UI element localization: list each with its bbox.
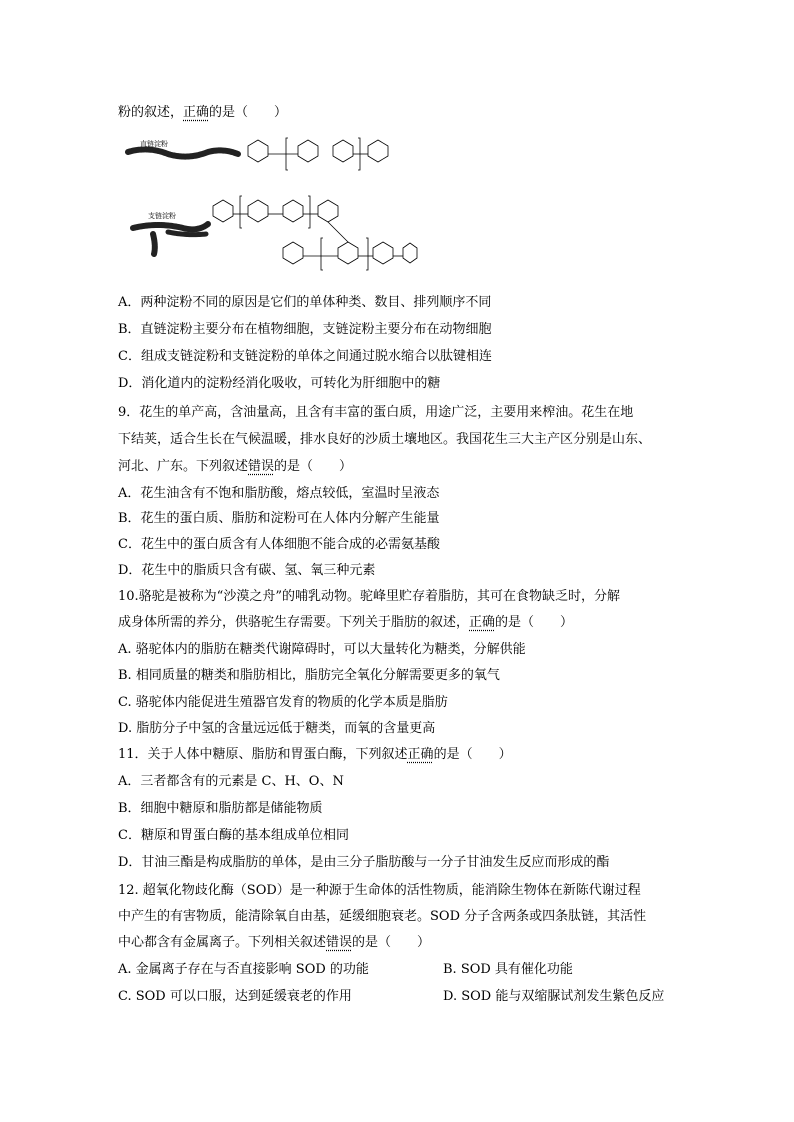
q10-stem-line2 — [118, 614, 573, 632]
q12-stem-text: 中心都含有金属离子。下列相关叙述 — [118, 935, 327, 950]
q8-emphasis: 正确 — [183, 105, 210, 120]
glucose-ring — [283, 242, 303, 264]
q11-stem — [118, 746, 512, 764]
straight-starch-helix — [128, 149, 238, 156]
q8-option-c[interactable]: C．组成支链淀粉和支链淀粉的单体之间通过脱水缩合以肽键相连 — [118, 349, 492, 364]
glucose-ring — [248, 140, 268, 162]
branched-starch-helix-2 — [153, 234, 155, 254]
starch-structure-figure — [118, 124, 418, 274]
glucose-ring — [283, 200, 303, 222]
q10-stem-end: 的是（ ） — [495, 615, 574, 630]
q8-option-d[interactable]: D．消化道内的淀粉经消化吸收，可转化为肝细胞中的糖 — [118, 376, 441, 391]
q10-emphasis: 正确 — [469, 615, 496, 630]
q8-option-b[interactable]: B．直链淀粉主要分布在植物细胞，支链淀粉主要分布在动物细胞 — [118, 322, 492, 337]
q11-option-b[interactable]: B．细胞中糖原和脂肪都是储能物质 — [118, 801, 323, 816]
label-straight-starch: 直链淀粉 — [140, 140, 168, 148]
q8-stem-text: 粉的叙述， — [118, 105, 184, 120]
q9-stem-line3 — [118, 458, 352, 476]
q9-option-c[interactable]: C．花生中的蛋白质含有人体细胞不能合成的必需氨基酸 — [118, 537, 440, 552]
glucose-ring — [248, 200, 268, 222]
q11-stem-text: 11．关于人体中糖原、脂肪和胃蛋白酶，下列叙述 — [118, 747, 408, 762]
q11-emphasis: 正确 — [407, 747, 434, 762]
branched-starch-helix-3 — [168, 232, 206, 235]
q9-stem-line1: 9．花生的单产高，含油量高，且含有丰富的蛋白质，用途广泛，主要用来榨油。花生在地 — [118, 405, 634, 420]
q10-stem-text: 成身体所需的养分，供骆驼生存需要。下列关于脂肪的叙述， — [118, 615, 470, 630]
q9-option-d[interactable]: D．花生中的脂质只含有碳、氢、氧三种元素 — [118, 563, 376, 578]
q10-option-a[interactable]: A. 骆驼体内的脂肪在糖类代谢障碍时，可以大量转化为糖类，分解供能 — [118, 642, 526, 657]
glucose-ring — [318, 200, 338, 222]
q12-option-c[interactable]: C. SOD 可以口服，达到延缓衰老的作用 — [118, 989, 352, 1004]
branched-starch-helix-1 — [133, 224, 208, 229]
q8-stem-end: 的是（ ） — [209, 105, 288, 120]
q10-option-c[interactable]: C. 骆驼体内能促进生殖器官发育的物质的化学本质是脂肪 — [118, 695, 448, 710]
q12-stem-line1: 12. 超氧化物歧化酶（SOD）是一种源于生命体的活性物质，能消除生物体在新陈代谢过程 — [118, 883, 641, 898]
glucose-ring — [213, 200, 233, 222]
q8-option-a[interactable]: A．两种淀粉不同的原因是它们的单体种类、数目、排列顺序不同 — [118, 295, 492, 310]
glucose-ring — [338, 242, 358, 264]
q10-option-d[interactable]: D. 脂肪分子中氢的含量远远低于糖类，而氧的含量更高 — [118, 721, 436, 736]
label-branched-starch: 支链淀粉 — [148, 212, 176, 220]
q9-emphasis: 错误 — [248, 459, 275, 474]
q9-stem-end: 的是（ ） — [274, 459, 353, 474]
glucose-ring — [403, 243, 417, 263]
q9-stem-text: 河北、广东。下列叙述 — [118, 459, 249, 474]
q9-option-b[interactable]: B．花生的蛋白质、脂肪和淀粉可在人体内分解产生能量 — [118, 511, 440, 526]
q12-option-a[interactable]: A. 金属离子存在与否直接影响 SOD 的功能 — [118, 962, 369, 977]
glucose-ring — [298, 140, 318, 162]
glucose-rings — [213, 138, 417, 270]
q11-option-c[interactable]: C．糖原和胃蛋白酶的基本组成单位相同 — [118, 828, 349, 843]
q12-option-b[interactable]: B. SOD 具有催化功能 — [443, 962, 573, 977]
q12-stem-line2: 中产生的有害物质，能清除氧自由基，延缓细胞衰老。SOD 分子含两条或四条肽链，其活性 — [118, 909, 647, 924]
glucose-ring — [333, 140, 353, 162]
q12-option-d[interactable]: D. SOD 能与双缩脲试剂发生紫色反应 — [443, 989, 665, 1004]
q12-emphasis: 错误 — [326, 935, 353, 950]
q11-option-d[interactable]: D．甘油三酯是构成脂肪的单体，是由三分子脂肪酸与一分子甘油发生反应而形成的酯 — [118, 855, 610, 870]
q10-option-b[interactable]: B. 相同质量的糖类和脂肪相比，脂肪完全氧化分解需要更多的氧气 — [118, 668, 500, 683]
q12-stem-end: 的是（ ） — [352, 935, 431, 950]
q11-option-a[interactable]: A．三者都含有的元素是 C、H、O、N — [118, 774, 344, 789]
q9-option-a[interactable]: A．花生油含有不饱和脂肪酸，熔点较低，室温时呈液态 — [118, 486, 440, 501]
glucose-ring — [368, 140, 388, 162]
q8-stem-tail — [118, 104, 287, 122]
glucose-ring — [373, 242, 393, 264]
q11-stem-end: 的是（ ） — [433, 747, 512, 762]
q9-stem-line2: 下结荚，适合生长在气候温暖，排水良好的沙质土壤地区。我国花生三大主产区分别是山东、 — [118, 432, 652, 447]
q12-stem-line3 — [118, 934, 430, 952]
q10-stem-line1: 10.骆驼是被称为“沙漠之舟”的哺乳动物。驼峰里贮存着脂肪，其可在食物缺乏时，分解 — [118, 589, 620, 604]
